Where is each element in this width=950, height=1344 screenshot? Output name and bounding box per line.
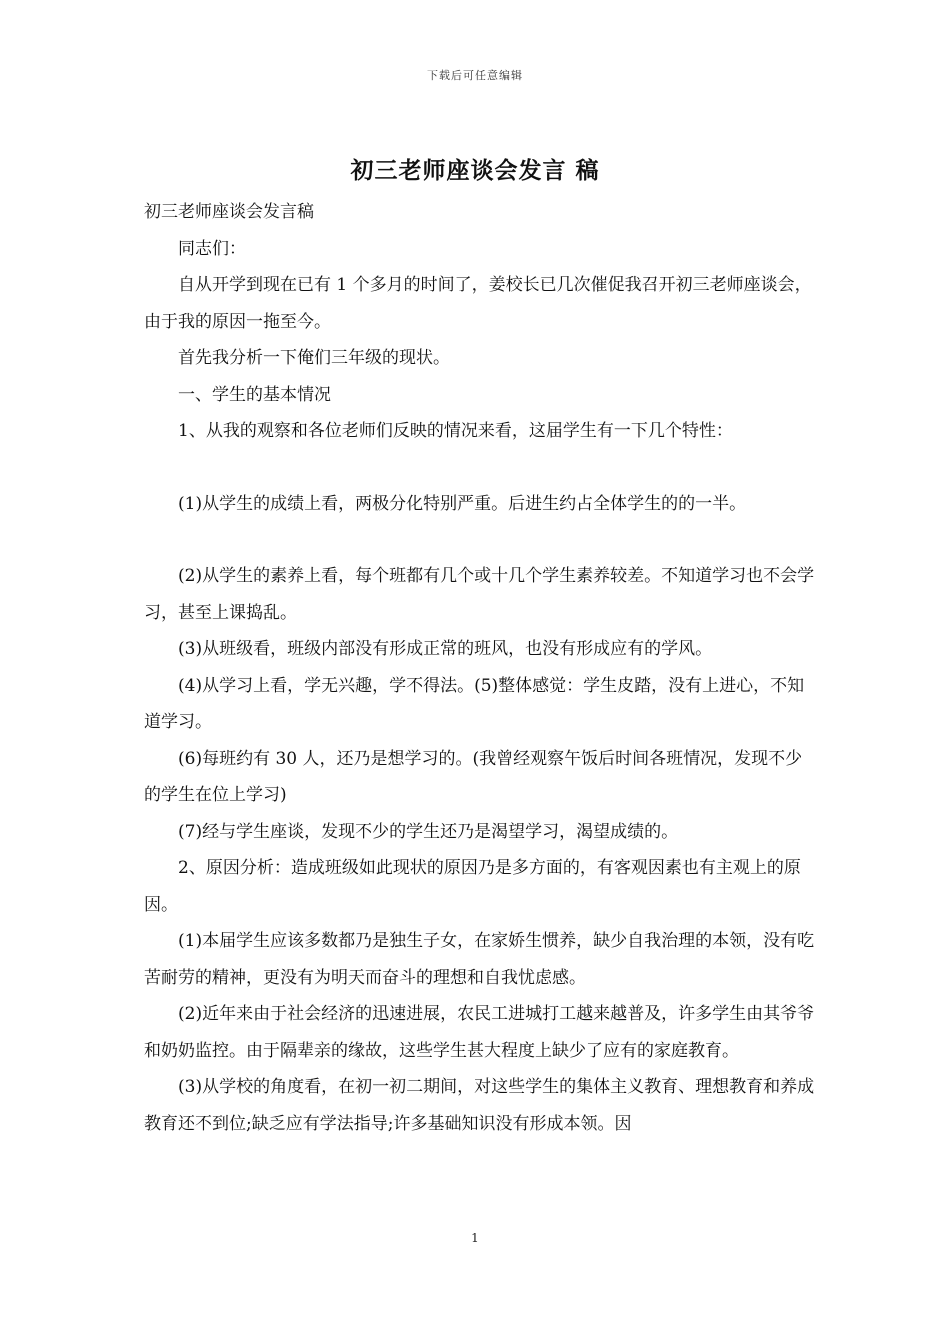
header-note: 下载后可任意编辑: [427, 69, 523, 82]
paragraph: 首先我分析一下俺们三年级的现状。: [178, 348, 450, 368]
paragraph: (3)从班级看，班级内部没有形成正常的班风，也没有形成应有的学风。: [178, 639, 713, 659]
section-heading: 一、学生的基本情况: [178, 384, 331, 405]
paragraph: (1)从学生的成绩上看，两极分化特别严重。后进生约占全体学生的的一半。: [178, 493, 747, 514]
paragraph: (3)从学校的角度看，在初一初二期间，对这些学生的集体主义教育、理想教育和养成教育还不到位;缺乏应有学法指导;许多基础知识没有形成本领。因: [144, 1077, 815, 1134]
paragraph: (2)近年来由于社会经济的迅速进展，农民工进城打工越来越普及，许多学生由其爷爷和奶奶监控。由于隔辈亲的缘故，这些学生甚大程度上缺少了应有的家庭教育。: [144, 1004, 815, 1061]
document-body: [144, 194, 816, 1142]
paragraph: 自从开学到现在已有 1 个多月的时间了，姜校长已几次催促我召开初三老师座谈会，由于我的原因一拖至今。: [144, 275, 812, 332]
paragraph: (7)经与学生座谈，发现不少的学生还乃是渴望学习，渴望成绩的。: [178, 821, 679, 842]
document-title: 初三老师座谈会发言 稿: [350, 157, 600, 184]
paragraph-greeting: 同志们：: [178, 238, 246, 259]
paragraph: (2)从学生的素养上看，每个班都有几个或十几个学生素养较差。不知道学习也不会学习，甚至上课捣乱。: [144, 566, 815, 623]
paragraph: 1、从我的观察和各位老师们反映的情况来看，这届学生有一下几个特性：: [178, 421, 733, 441]
paragraph: (4)从学习上看，学无兴趣，学不得法。(5)整体感觉：学生皮踏，没有上进心，不知道学习。: [144, 675, 805, 732]
paragraph: (6)每班约有 30 人，还乃是想学习的。(我曾经观察午饭后时间各班情况，发现不少的学生在位上学习): [144, 748, 803, 805]
paragraph: (1)本届学生应该多数都乃是独生子女，在家娇生惯养，缺少自我治理的本领，没有吃苦耐劳的精神，更没有为明天而奋斗的理想和自我忧虑感。: [144, 931, 815, 988]
page-number: 1: [471, 1231, 479, 1245]
paragraph: 2、原因分析：造成班级如此现状的原因乃是多方面的，有客观因素也有主观上的原因。: [144, 858, 801, 915]
paragraph-subtitle: 初三老师座谈会发言稿: [144, 202, 314, 222]
